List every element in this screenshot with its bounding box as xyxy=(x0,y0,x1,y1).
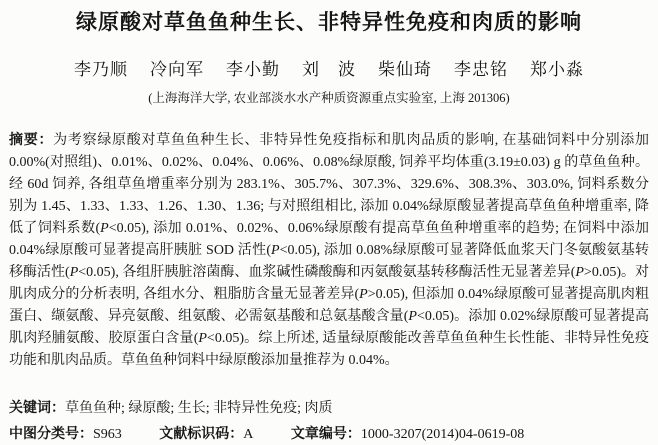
affiliation: (上海海洋大学, 农业部淡水水产种质资源重点实验室, 上海 201306) xyxy=(148,91,510,105)
document-code-value: A xyxy=(243,427,254,442)
clc-value: S963 xyxy=(93,427,122,442)
article-id xyxy=(291,427,524,442)
keywords-line xyxy=(9,396,649,420)
clc-number xyxy=(9,427,122,442)
article-id-label: 文章编号： xyxy=(290,425,361,441)
author-name: 冷向军 xyxy=(150,60,204,79)
document-code xyxy=(159,427,253,442)
document-code-label: 文献标识码： xyxy=(159,425,244,441)
authors-line xyxy=(9,58,649,82)
abstract-text: 为考察绿原酸对草鱼鱼种生长、非特异性免疫指标和肌肉品质的影响, 在基础饲料中分别添加 0.00%(对照组)、0.01%、0.02%、0.04%、0.06%、0.08%绿原酸, 饲养平均体重(3.19±0.03) g 的草鱼鱼种。经 60d 饲养, 各组草鱼增重率分别为 283.1%、305.7%、307.3%、329.6%、308.3%、303.0%, 饲料系数分别为 1.45、1.33、1.33、1.26、1.30、1.36; 与对照组相比, 添加 0.04%绿原酸显著提高草鱼鱼种增重率, 降低了饲料系数(P<0.05), 添加 0.01%、0.02%、0.06%绿原酸有提高草鱼鱼种增重率的趋势; 在饲料中添加 0.04%绿原酸可显著提高肝胰脏 SOD 活性(P<0.05), 添加 0.08%绿原酸可显著降低血浆天门冬氨酸氨基转移酶活性(P<0.05), 各组肝胰脏溶菌酶、血浆碱性磷酸酶和丙氨酸氨基转移酶活性无显著差异(P>0.05)。对肌肉成分的分析表明, 各组水分、粗脂肪含量无显著差异(P>0.05), 但添加 0.04%绿原酸可显著提高肌肉粗蛋白、缬氨酸、异亮氨酸、组氨酸、必需氨基酸和总氨基酸含量(P<0.05)。添加 0.02%绿原酸可显著提高肌肉羟脯氨酸、胶原蛋白含量(P<0.05)。综上所述, 适量绿原酸能改善草鱼鱼种生长性能、非特异性免疫功能和肌肉品质。草鱼鱼种饲料中绿原酸添加量推荐为 0.04%。 xyxy=(9,133,650,368)
abstract-label: 摘要： xyxy=(9,131,54,147)
author-name: 刘 波 xyxy=(302,60,356,79)
abstract-paragraph xyxy=(9,128,649,372)
clc-label: 中图分类号： xyxy=(9,425,93,441)
author-name: 郑小淼 xyxy=(530,60,584,79)
author-name: 李小勤 xyxy=(226,60,280,79)
author-name: 李忠铭 xyxy=(454,60,508,79)
keywords-text: 草鱼鱼种; 绿原酸; 生长; 非特异性免疫; 肉质 xyxy=(65,401,333,416)
author-name: 李乃顺 xyxy=(74,60,128,79)
keywords-label: 关键词： xyxy=(9,399,65,415)
author-name: 柴仙琦 xyxy=(378,60,432,79)
meta-line xyxy=(9,422,649,445)
article-id-value: 1000-3207(2014)04-0619-08 xyxy=(360,427,525,442)
paper-title: 绿原酸对草鱼鱼种生长、非特异性免疫和肉质的影响 xyxy=(76,11,582,34)
